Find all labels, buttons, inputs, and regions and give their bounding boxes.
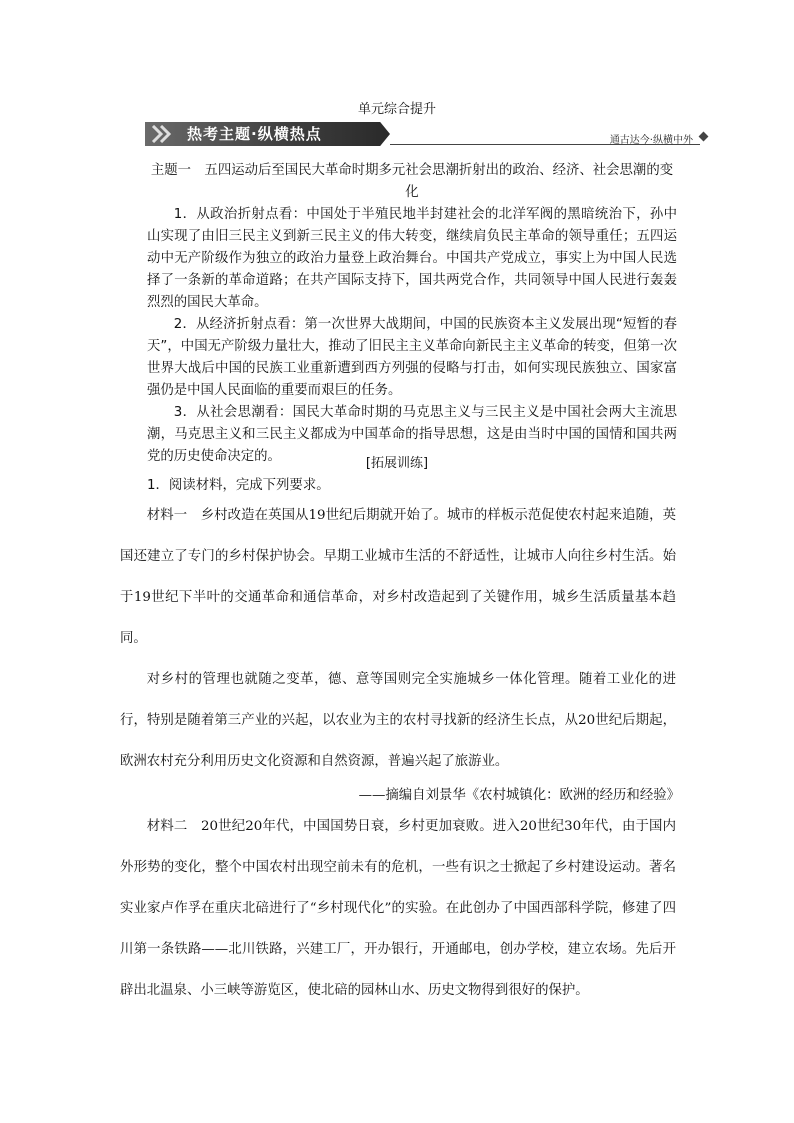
- material-paragraph: 材料二 20世纪20年代，中国国势日衰，乡村更加衰败。进入20世纪30年代，由于国内外形势的变化，整个中国农村出现空前未有的危机，一些有识之士掀起了乡村建设运动。著名实业家卢作孚在重庆北碚进行了“乡村现代化”的实验。在此创办了中国西部科学院，修建了四川第一条铁路——北川铁路，兴建工厂，开办银行，开通邮电，创办学校，建立农场。先后开辟出北温泉、小三峡等游览区，使北碚的园林山水、历史文物得到很好的保护。: [120, 819, 676, 998]
- section-banner: [145, 122, 707, 146]
- points-block: [147, 204, 677, 468]
- banner-right-label: 通古达今·纵横中外: [609, 135, 693, 146]
- material-paragraph: 对乡村的管理也就随之变革，德、意等国则完全实施城乡一体化管理。随着工业化的进行，特别是随着第三产业的兴起，以农业为主的农村寻找新的经济生长点，从20世纪后期起，欧洲农村充分利用历史文化资源和自然资源，普遍兴起了旅游业。: [120, 672, 676, 769]
- topic-heading: 主题一 五四运动后至国民大革命时期多元社会思潮折射出的政治、经济、社会思潮的变化: [150, 163, 674, 200]
- page-title: 单元综合提升: [357, 102, 436, 117]
- point-item: 3．从社会思潮看：国民大革命时期的马克思主义与三民主义是中国社会两大主流思潮，马克思主义和三民主义都成为中国革命的指导思想，这是由当时中国的国情和国共两党的历史使命决定的。: [147, 405, 677, 464]
- material-two: [120, 806, 676, 1011]
- material-paragraph: 材料一 乡村改造在英国从19世纪后期就开始了。城市的样板示范促使农村起来追随，英国还建立了专门的乡村保护协会。早期工业城市生活的不舒适性，让城市人向往乡村生活。始于19世纪下半叶的交通革命和通信革命，对乡村改造起到了关键作用，城乡生活质量基本趋同。: [120, 508, 676, 646]
- point-item: 2．从经济折射点看：第一次世界大战期间，中国的民族资本主义发展出现“短暂的春天”，中国无产阶级力量壮大，推动了旧民主主义革命向新民主主义革命的转变，但第一次世界大战后中国的民族工业重新遭到西方列强的侵略与打击，如何实现民族独立、国家富强仍是中国人民面临的重要而艰巨的任务。: [147, 317, 677, 398]
- point-item: 1．从政治折射点看：中国处于半殖民地半封建社会的北洋军阀的黑暗统治下，孙中山实现了由旧三民主义到新三民主义的伟大转变，继续肩负民主革命的领导重任；五四运动中无产阶级作为独立的政治力量登上政治舞台。中国共产党成立，事实上为中国人民选择了一条新的革命道路；在共产国际支持下，国共两党合作，共同领导中国人民进行轰轰烈烈的国民大革命。: [147, 207, 677, 310]
- material-source: ——摘编自刘景华《农村城镇化：欧洲的经历和经验》: [358, 788, 680, 803]
- question-prompt: 1．阅读材料，完成下列要求。: [147, 478, 330, 493]
- banner-left-label: 热考主题·纵横热点: [187, 125, 322, 143]
- diamond-icon: [699, 132, 709, 142]
- material-one: [120, 495, 676, 782]
- extension-title: [拓展训练]: [365, 456, 429, 471]
